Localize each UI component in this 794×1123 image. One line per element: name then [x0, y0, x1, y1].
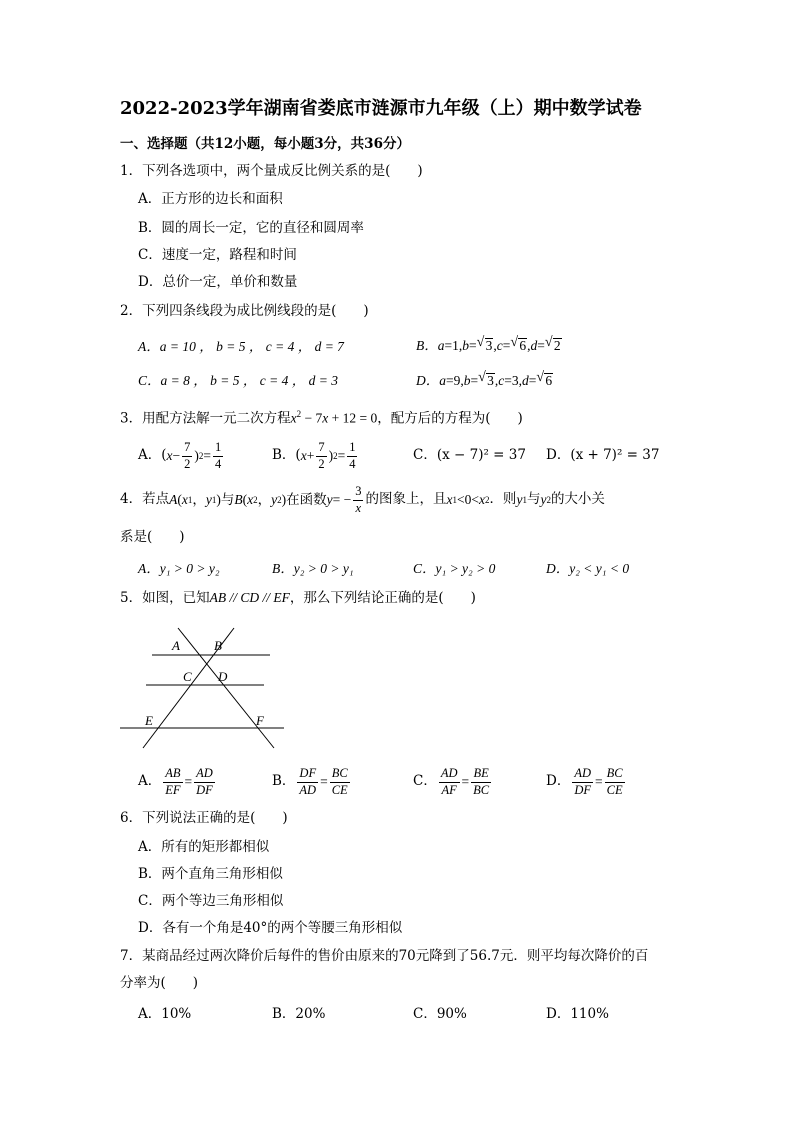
- point-c-label: C: [183, 669, 192, 684]
- question-7-option-c: C．90%: [413, 1006, 467, 1022]
- question-6-option-a: A．所有的矩形都相似: [138, 839, 270, 855]
- point-f-label: F: [256, 713, 264, 728]
- question-2-option-b: B．a=1,b= √ 3,c= √ 6,d= √ 2: [416, 335, 561, 353]
- question-1-option-b: B．圆的周长一定，它的直径和圆周率: [138, 220, 364, 236]
- question-2-option-a: A．a = 10 ， b = 5 ， c = 4 ， d = 7: [138, 339, 344, 354]
- question-6-option-d: D．各有一个角是40°的两个等腰三角形相似: [138, 920, 403, 936]
- question-2-option-c: C．a = 8 ， b = 5 ， c = 4 ， d = 3: [138, 373, 338, 388]
- page-title: 2022-2023学年湖南省娄底市涟源市九年级（上）期中数学试卷: [120, 98, 642, 119]
- question-4-stem-line2: 系是( ): [120, 529, 185, 545]
- question-3-option-b: B．( x + $\frac{7}{2}$ ) 2 = $\frac{1}{4}$: [272, 440, 356, 471]
- section-heading: 一、选择题（共12小题，每小题3分，共36分）: [120, 136, 410, 152]
- question-4-option-d: D．y₂ < y₁ < 0: [546, 561, 630, 576]
- question-3-option-d: D．(x + 7)² = 37: [546, 447, 660, 463]
- transversal-acf: [178, 628, 274, 748]
- question-6-option-b: B．两个直角三角形相似: [138, 866, 283, 882]
- question-2-stem: 2．下列四条线段为成比例线段的是( ): [120, 303, 369, 319]
- question-6-option-c: C．两个等边三角形相似: [138, 893, 284, 909]
- point-e-label: E: [145, 713, 153, 728]
- question-1-option-a: A．正方形的边长和面积: [138, 191, 283, 207]
- question-4-option-a: A．y₁ > 0 > y₂: [138, 561, 220, 576]
- question-3-stem: 3．用配方法解一元二次方程$x^2 - 7x + 12 = 0$，配方后的方程为( ): [120, 409, 523, 427]
- question-5-option-b: B． $\frac{DF}{AD}$ = $\frac{BC}{CE}$: [272, 766, 348, 797]
- question-2-option-d: D．a=9,b= √ 3,c=3,d= √ 6: [416, 370, 553, 388]
- question-5-option-a: A． $\frac{AB}{EF}$ = $\frac{AD}{DF}$: [138, 766, 213, 797]
- question-6-stem: 6．下列说法正确的是( ): [120, 810, 288, 826]
- question-7-option-a: A．10%: [138, 1006, 192, 1022]
- question-5-figure: [118, 624, 288, 759]
- question-3-option-c: C．(x − 7)² = 37: [413, 447, 526, 463]
- question-1-stem: 1．下列各选项中，两个量成反比例关系的是( ): [120, 163, 423, 179]
- question-4-stem-line1: 4．若点 A ( x 1 ， y 1 )与 B ( x 2 ， y 2 )在函数 y = − $\frac{3}{x}$ 的图象上，且 x 1 <0< x 2 ．则 y 1 与 y 2 的大小关: [120, 484, 605, 515]
- question-7-stem-line1: 7．某商品经过两次降价后每件的售价由原来的70元降到了56.7元．则平均每次降价的百: [120, 948, 649, 964]
- point-b-label: B: [214, 638, 222, 653]
- question-3-option-a: A．( x − $\frac{7}{2}$ ) 2 = $\frac{1}{4}$: [138, 440, 222, 471]
- question-7-stem-line2: 分率为( ): [120, 975, 199, 991]
- question-5-option-c: C． $\frac{AD}{AF}$ = $\frac{BE}{BC}$: [413, 766, 490, 797]
- question-7-option-d: D．110%: [546, 1006, 609, 1022]
- question-1-option-d: D．总价一定，单价和数量: [138, 274, 298, 290]
- question-5-option-d: D． $\frac{AD}{DF}$ = $\frac{BC}{CE}$: [546, 766, 623, 797]
- point-d-label: D: [218, 669, 228, 684]
- question-7-option-b: B．20%: [272, 1006, 326, 1022]
- question-5-stem: 5．如图，已知AB // CD // EF，那么下列结论正确的是( ): [120, 590, 476, 606]
- question-1-option-c: C．速度一定，路程和时间: [138, 247, 297, 263]
- question-4-option-c: C．y₁ > y₂ > 0: [413, 561, 496, 576]
- point-a-label: A: [172, 638, 180, 653]
- question-4-option-b: B．y₂ > 0 > y₁: [272, 561, 354, 576]
